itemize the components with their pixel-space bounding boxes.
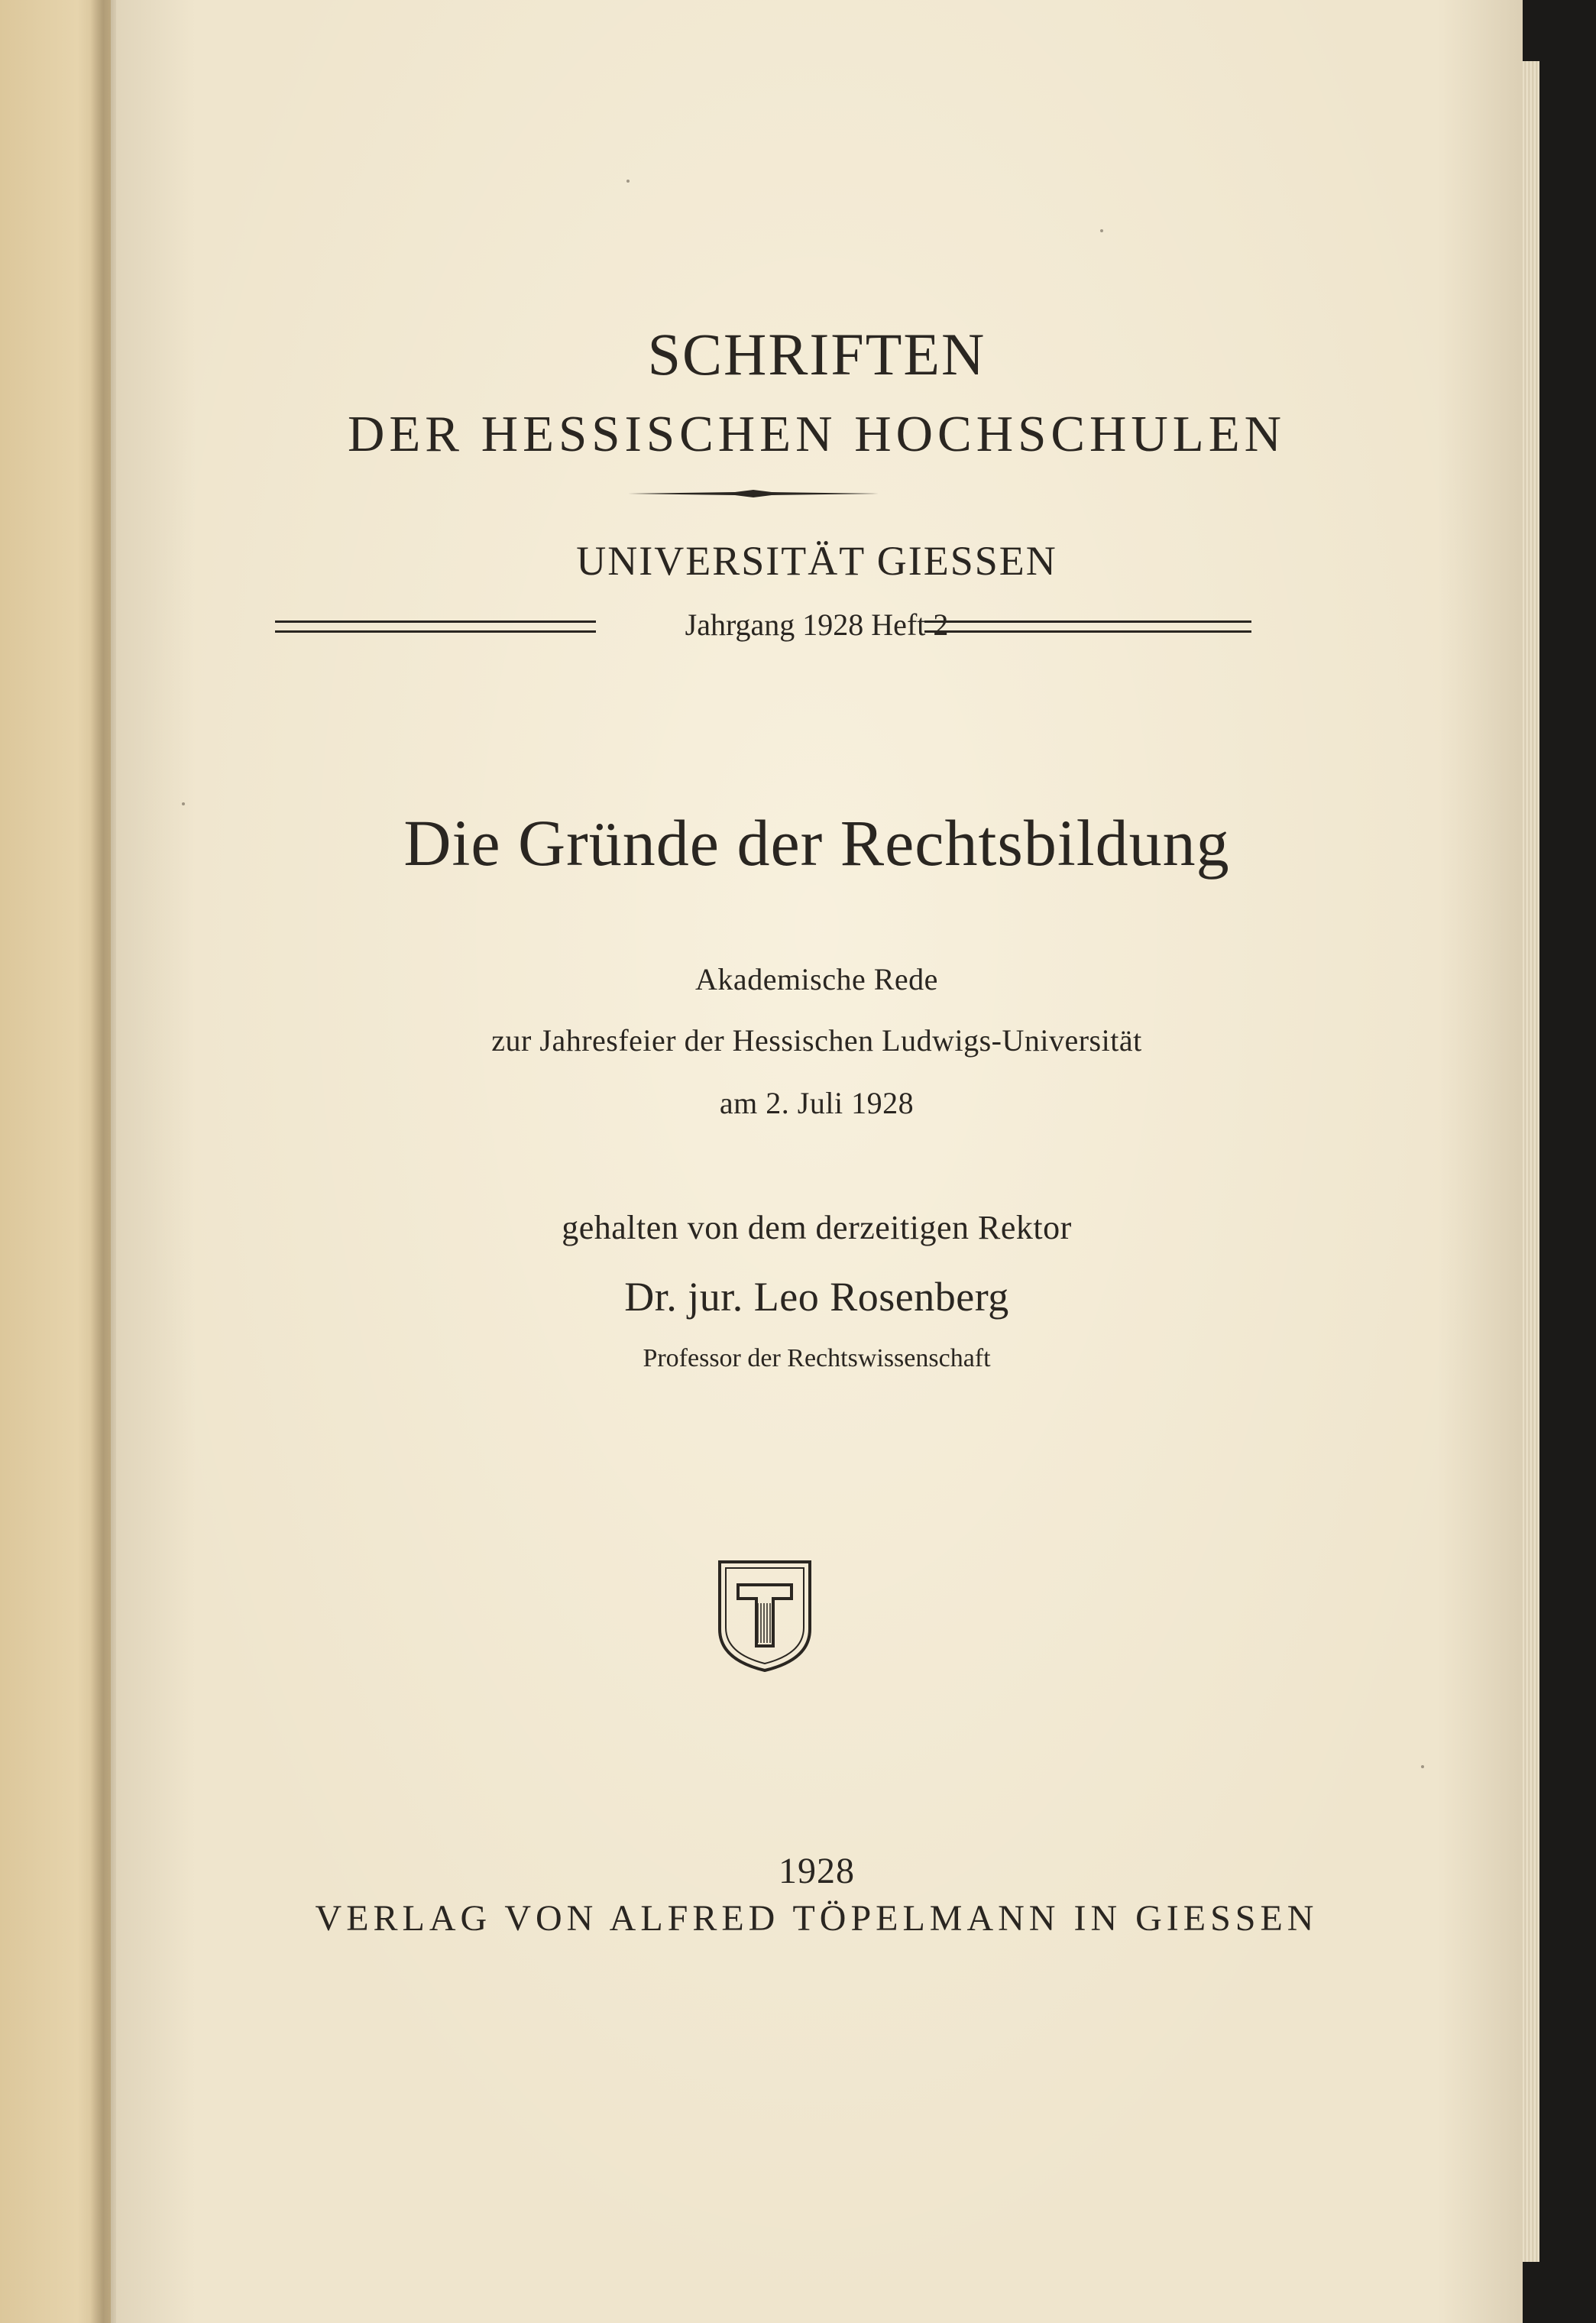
paper-speck (182, 802, 185, 805)
issue-line: Jahrgang 1928 Heft 2 (685, 607, 949, 642)
publisher-line: VERLAG VON ALFRED TÖPELMANN IN GIESSEN (315, 1898, 1319, 1939)
author-title: Professor der Rechtswissenschaft (643, 1344, 991, 1372)
series-subtitle: DER HESSISCHEN HOCHSCHULEN (347, 406, 1287, 462)
paper-speck (1421, 1765, 1424, 1768)
occasion-line: zur Jahresfeier der Hessischen Ludwigs-Universität (491, 1023, 1142, 1058)
publication-year: 1928 (779, 1851, 855, 1891)
page-stack-edge (1523, 61, 1539, 2262)
given-by-line: gehalten von dem derzeitigen Rektor (562, 1209, 1072, 1246)
speech-type: Akademische Rede (695, 962, 938, 996)
double-rule-right (924, 609, 1251, 643)
date-line: am 2. Juli 1928 (719, 1086, 915, 1120)
paper-speck (626, 180, 630, 183)
university-name: UNIVERSITÄT GIESSEN (576, 538, 1057, 584)
series-title: SCHRIFTEN (647, 321, 986, 387)
author-name: Dr. jur. Leo Rosenberg (624, 1274, 1009, 1320)
paper-speck (1100, 229, 1103, 232)
main-title: Die Gründe der Rechtsbildung (403, 806, 1230, 880)
ornamental-rule (628, 490, 879, 497)
shield-tau-icon (717, 1559, 813, 1673)
